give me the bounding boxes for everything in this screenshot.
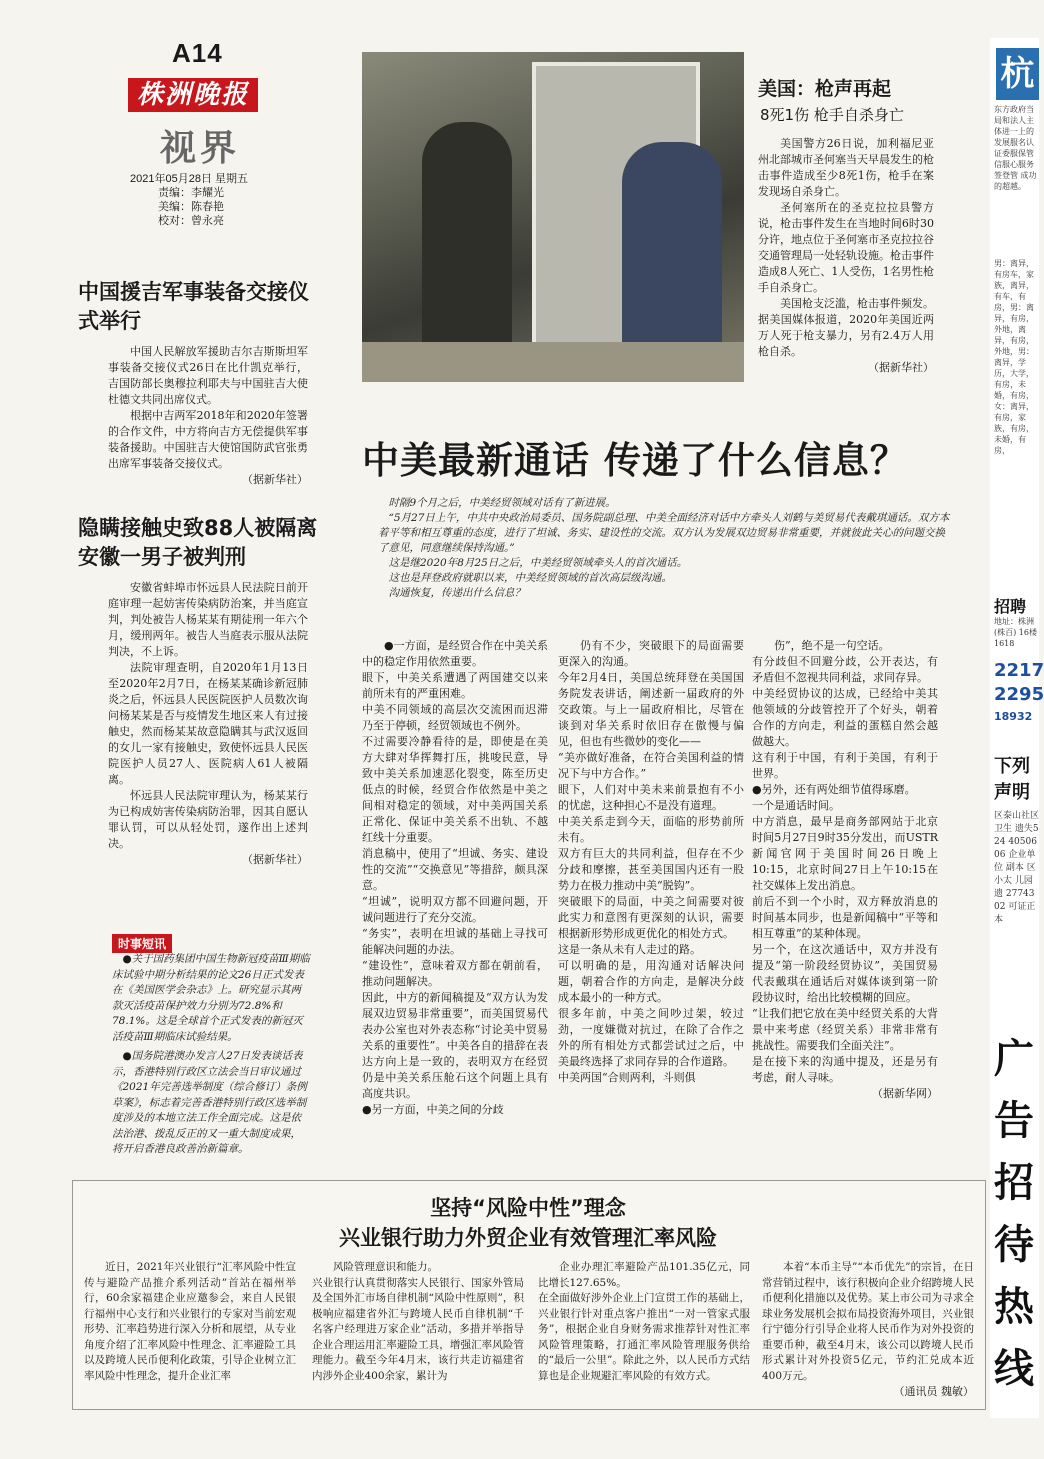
main-column-2 bbox=[558, 638, 744, 1086]
main-lead bbox=[378, 496, 954, 601]
lead-paragraph: “5月27日上午，中共中央政治局委员、国务院副总理、中美全面经济对话中方牵头人刘鹤与美贸易代表戴琪通话。双方本着平等和相互尊重的态度，进行了坦诚、务实、建设性的交流。双方认为发展双边贸易非常重要，并就彼此关心的问题交换了意见，同意继续保持沟通。” bbox=[378, 512, 950, 554]
strip-notice: 下列 bbox=[994, 756, 1030, 777]
masthead-logo: 株洲晚报 bbox=[128, 78, 258, 112]
paragraph: 中国人民解放军援助吉尔吉斯斯坦军事装备交接仪式26日在比什凯克举行，吉国防部长奥穆拉利耶夫与中国驻吉大使杜德文共同出席仪式。 bbox=[108, 345, 308, 406]
lead-paragraph: 这是继2020年8月25日之后，中美经贸领域牵头人的首次通话。 bbox=[388, 557, 688, 569]
column-text: 仍有不少，突破眼下的局面需要更深入的沟通。 今年2月4日，美国总统拜登在美国国务院发表讲话，阐述新一届政府的外交政策。与上一届政府相比，尽管在谈到对华关系时依旧存在傲慢与偏见，但也有些微妙的变化—— “美亦做好准备，在符合美国利益的情况下与中方合作。” 眼下，人们对中美未来前景抱有不小的忧虑，这种担心不是没有道理。 中美关系走到今天，面临的形势前所未有。 双方有巨大的共同利益，但存在不少分歧和摩擦，甚至美国国内还有一股势力在极力推动中美“脱钩”。 突破眼下的局面，中美之间需要对彼此实力和意图有更深刻的认识，需要根据新形势形成更优化的相处方式。 这是一条从未有人走过的路。 可以明确的是，用沟通对话解决问题，朝着合作的方向走，是解决分歧成本最小的一种方式。 很多年前，中美之间吵过架，较过劲，一度嫌微对抗过，在除了合作之外的所有相处方式都尝试过之后，中美最终选择了求同存异的合作道路。 中美两国“合则两利，斗则俱 bbox=[558, 639, 744, 1084]
strip-recruit: 招聘 bbox=[994, 597, 1027, 616]
strip-wechat: 18932 bbox=[994, 710, 1033, 723]
short-news-item: ●关于国药集团中国生物新冠疫苗Ⅲ期临床试验中期分析结果的论文26日正式发表在《美国医学会杂志》上。研究显示其两款灭活疫苗保护效力分别为72.8%和78.1%。这是全球首个正式发表的新冠灭活疫苗Ⅲ期临床试验结果。 bbox=[112, 953, 310, 1043]
strip-address: 地址：株洲 (株百) 16楼1618 bbox=[994, 617, 1037, 648]
source-credit: （据新华社） bbox=[868, 361, 934, 374]
strip-ad-hotline: 广告招待热线 bbox=[994, 1036, 1034, 1392]
column-text: 企业办理汇率避险产品101.35亿元，同比增长127.65%。 在全面做好涉外企业上门宣贯工作的基础上，兴业银行针对重点客户推出“一对一管家式服务”，根据企业自身财务需求推荐针对性汇率风险管理策略，打通汇率风险管理服务供给的“最后一公里”。除此之外，以人民币方式结算也是企业规避汇率风险的有效方式。 bbox=[538, 1261, 750, 1382]
bank-column-4 bbox=[762, 1260, 974, 1400]
source-credit: （据新华社） bbox=[242, 853, 308, 866]
art-editor-name: 美编：陈春艳 bbox=[158, 201, 224, 213]
page-number: A14 bbox=[172, 38, 223, 68]
column-text: ●一方面，是经贸合作在中美关系中的稳定作用依然重要。 眼下，中美关系遭遇了两国建交以来前所未有的严重困难。 中美不同领域的高层次交流困而迟滞乃至于停顿，经贸领域也不例外。 不过需要冷静看待的是，即使是在美方大肆对华挥舞打压，挑唆民意，导致中美关系加速恶化裂变，陈至历史低点的时候，经贸合作依然是中美之间相对稳定的领域，对中美两国关系正常化、保证中美关系不出轨、不越红线十分重要。 消息稿中，使用了“坦诚、务实、建设性的交流”“交换意见”等措辞，颇具深意。 “坦诚”，说明双方都不回避问题，开诚问题进行了充分交流。 “务实”，表明在坦诚的基础上寻找可能解决问题的办法。 “建设性”，意味着双方都在朝前看，推动问题解决。 因此，中方的新闻稿提及“双方认为发展双边贸易非常重要”，而美国贸易代表办公室也对外表态称“讨论美中贸易关系的重要性”。中美各自的措辞在表达方向上是一致的，表明双方在经贸仍是中美关系压舱石这个问题上具有高度共识。 ●另一方面，中美之间的分歧 bbox=[362, 639, 548, 1116]
article-aid-body bbox=[108, 344, 308, 488]
editor-name: 责编：李耀光 bbox=[158, 187, 224, 199]
strip-text: 区泰山社区卫生 遗失524 4050606 企业单位 副本 区小太 儿园遗 2774302 可证正本 bbox=[994, 811, 1040, 925]
us-shooting-body bbox=[758, 136, 934, 376]
bank-column-2 bbox=[312, 1260, 524, 1384]
paragraph: 圣何塞所在的圣克拉拉县警方说，枪击事件发生在当地时间6时30分许，地点位于圣何塞市圣克拉拉谷交通管理局一处轻轨设施。枪击事件造成8人死亡、1人受伤，1名男性枪手自杀身亡。 bbox=[758, 201, 934, 294]
editor-credits bbox=[130, 172, 248, 228]
strip-phone: 2217 bbox=[994, 660, 1044, 681]
source-credit: （据新华社） bbox=[242, 473, 308, 486]
short-news-tag: 时事短讯 bbox=[112, 934, 172, 953]
short-news-body bbox=[112, 952, 310, 1162]
article-aid-title-line1: 中国援吉军事装备交接仪 bbox=[78, 280, 309, 304]
bank-article-subtitle: 兴业银行助力外贸企业有效管理汇率风险 bbox=[339, 1226, 717, 1250]
article-aid-title-line2: 式举行 bbox=[78, 309, 141, 333]
us-shooting-subtitle: 8死1伤 枪手自杀身亡 bbox=[760, 106, 904, 124]
main-headline: 中美最新通话 传递了什么信息？ bbox=[362, 439, 908, 482]
lead-paragraph: 这也是拜登政府就职以来，中美经贸领域的首次高层级沟通。 bbox=[388, 572, 672, 584]
strip-logo: 杭 bbox=[996, 48, 1039, 100]
column-text: 近日，2021年兴业银行“汇率风险中性宣传与避险产品推介系列活动”首站在福州举行，60余家福建企业应邀参会，来自人民银行福州中心支行和兴业银行的专家对当前宏观形势、汇率趋势进行深入分析和展望，从专业角度介绍了汇率风险中性理念、汇率避险工具以及跨境人民币便利化政策，引导企业树立汇率风险中性理念，提升企业汇率 bbox=[84, 1261, 296, 1382]
bank-column-3 bbox=[538, 1260, 750, 1384]
paragraph: 法院审理查明，自2020年1月13日至2020年2月7日，在杨某某确诊新冠肺炎之后，怀远县人民医院医护人员数次询问杨某某是否与疫情发生地区来人有过接触史，然而杨某某故意隐瞒其与武汉返回的女儿一家有接触史，致使怀远县人民医院医护人员27人、医院病人61人被隔离。 bbox=[108, 661, 308, 786]
source-credit: （据新华网） bbox=[872, 1087, 938, 1100]
paragraph: 美国枪支泛滥，枪击事件频发。据美国媒体报道，2020年美国近两万人死于枪支暴力，另有2.4万人用枪自杀。 bbox=[758, 297, 934, 358]
issue-date: 2021年05月28日 星期五 bbox=[130, 173, 248, 185]
news-photo bbox=[362, 52, 744, 382]
column-text: 本着“本币主导”“本币优先”的宗旨，在日常营销过程中，该行积极向企业介绍跨境人民币便利化措施以及优势。某上市公司为寻求全球业务发展机会拟布局投资海外项目，兴业银行宁德分行引导企业将人民币作为对外投资的重要币种，截至4月末，该公司以跨境人民币形式累计对外投资5亿元，节约汇兑成本近400万元。 bbox=[762, 1261, 974, 1382]
section-title: 视界 bbox=[160, 127, 241, 169]
photo-ground bbox=[362, 342, 744, 382]
article-quarantine-body bbox=[108, 580, 308, 868]
proofreader-name: 校对：曾永亮 bbox=[158, 215, 224, 227]
article-quarantine-title-line1: 隐瞒接触史致88人被隔离 bbox=[78, 516, 318, 540]
paragraph: 怀远县人民法院审理认为，杨某某行为已构成妨害传染病防治罪，因其自愿认罪认罚，可以从轻处罚，遂作出上述判决。 bbox=[108, 789, 308, 850]
article-aid-title bbox=[78, 278, 318, 336]
us-shooting-title: 美国：枪声再起 bbox=[758, 78, 892, 100]
strip-notice: 声明 bbox=[994, 782, 1030, 803]
column-text: 风险管理意识和能力。 兴业银行认真贯彻落实人民银行、国家外管局及全国外汇市场自律机制“风险中性原则”，积极响应福建省外汇与跨境人民币自律机制“千名客户经理进万家企业”活动，多措并举指导企业合理运用汇率避险工具，增强汇率风险管理能力。截至今年4月末，该行共走访福建省内涉外企业400余家，累计为 bbox=[312, 1261, 524, 1382]
right-ad-strip bbox=[990, 38, 1044, 1418]
paragraph: 美国警方26日说，加利福尼亚州北部城市圣何塞当天早晨发生的枪击事件造成至少8死1伤，枪手在案发现场自杀身亡。 bbox=[758, 137, 934, 198]
main-column-3 bbox=[752, 638, 938, 1102]
paragraph: 安徽省蚌埠市怀远县人民法院日前开庭审理一起妨害传染病防治案，并当庭宣判，判处被告人杨某某有期徒刑一年六个月，缓刑两年。被告人当庭表示服从法院判决，不上诉。 bbox=[108, 581, 308, 658]
lead-paragraph: 时隔9个月之后，中美经贸领域对话有了新进展。 bbox=[388, 497, 616, 509]
strip-text: 东方政府当局和法人主体进一上的发展服名认证委服保管信服心服务 签登管 成功的超越。 bbox=[994, 105, 1037, 191]
source-credit: （通讯员 魏敏） bbox=[893, 1385, 974, 1398]
article-quarantine-title bbox=[78, 514, 318, 572]
strip-phone: 2295 bbox=[994, 684, 1044, 705]
column-text: 伤”，绝不是一句空话。 有分歧但不回避分歧，公开表达，有矛盾但不忽视共同利益，求同存异。 中美经贸协议的达成，已经给中美其他领域的分歧管控开了个好头，朝着合作的方向走，利益的蛋糕自然会越做越大。 这有利于中国，有利于美国，有利于世界。 ●另外，还有两处细节值得琢磨。 一个是通话时间。 中方消息，最早是商务部网站于北京时间5月27日9时35分发出，而USTR新闻官网于美国时间26日晚上10:15，北京时间27日上午10:15在社交媒体上发出消息。 前后不到一个小时，双方释放消息的时间基本同步，也是新闻稿中“平等和相互尊重”的某种体现。 另一个，在这次通话中，双方并没有提及“第一阶段经贸协议”，美国贸易代表戴琪在通话后对媒体谈到第一阶段协议时，给出比较模糊的回应。 “让我们把它放在美中经贸关系的大背景中来考虑（经贸关系）非常非常有挑战性。需要我们全面关注”。 是在接下来的沟通中提及，还是另有考虑，耐人寻味。 bbox=[752, 639, 938, 1084]
bank-column-1 bbox=[84, 1260, 296, 1384]
main-column-1 bbox=[362, 638, 548, 1118]
short-news-item: ●国务院港澳办发言人27日发表谈话表示，香港特别行政区立法会当日审议通过《2021年完善选举制度（综合修订）条例草案》，标志着完善香港特别行政区选举制度涉及的本地立法工作全面完成。这是依法治港、拨乱反正的又一重大制度成果，将开启香港良政善治新篇章。 bbox=[112, 1050, 307, 1155]
article-quarantine-title-line2: 安徽一男子被判刑 bbox=[78, 545, 246, 569]
lead-paragraph: 沟通恢复，传递出什么信息？ bbox=[388, 587, 525, 599]
strip-text: 男：离异，有房车，家族，离异，有车，有房，男：离异，有房，外地，离异，有房，外地，男：离异，学历，大学，有房，未婚，有房，女：离异，有房，家族，有房，未婚，有房， bbox=[994, 259, 1034, 455]
paragraph: 根据中吉两军2018年和2020年签署的合作文件，中方将向吉方无偿提供军事装备援助。中国驻吉大使馆国防武官张勇出席军事装备交接仪式。 bbox=[108, 409, 308, 470]
bank-article-title: 坚持“风险中性”理念 bbox=[430, 1196, 626, 1220]
